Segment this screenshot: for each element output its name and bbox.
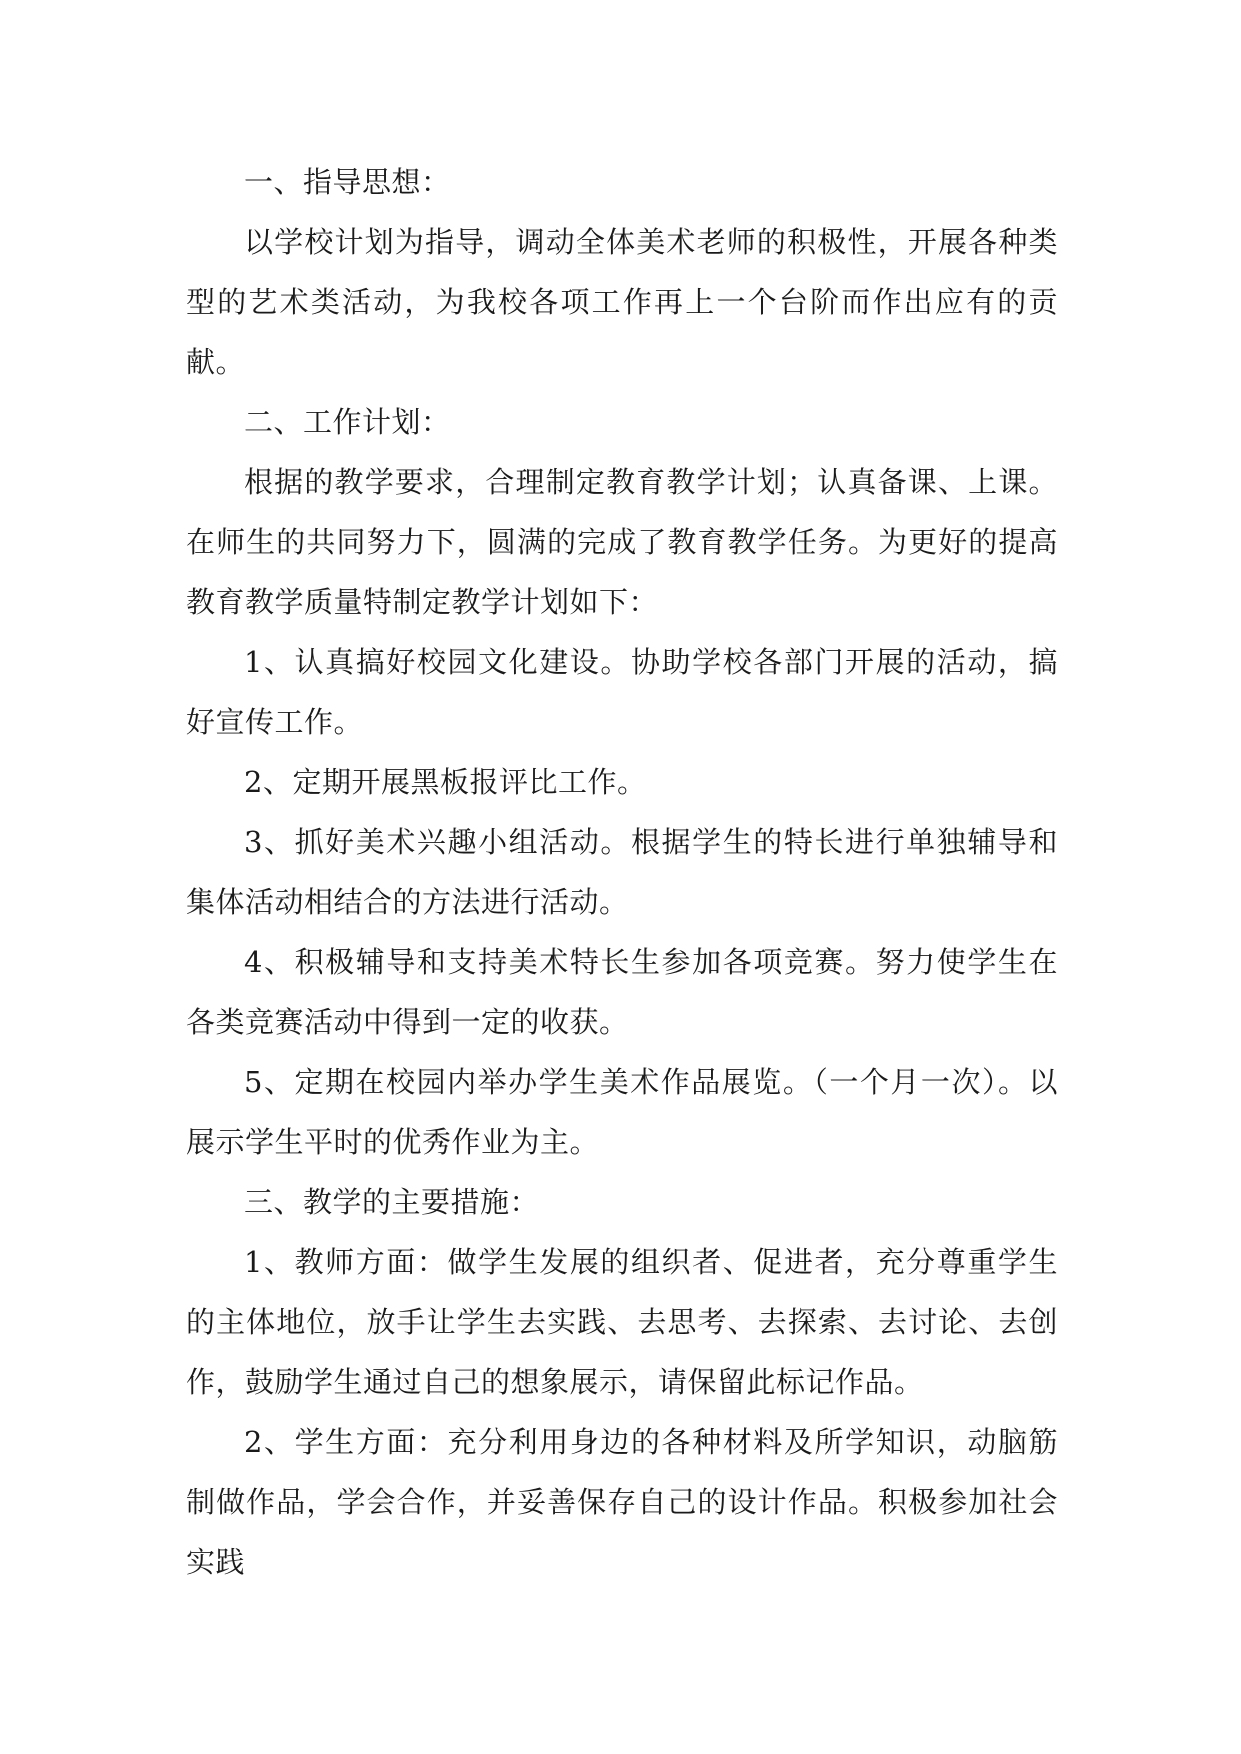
- plan-item-4: 4、积极辅导和支持美术特长生参加各项竞赛。努力使学生在各类竞赛活动中得到一定的收获。: [186, 945, 1058, 1039]
- measure-item-teacher: 1、教师方面：做学生发展的组织者、促进者，充分尊重学生的主体地位，放手让学生去实践、去思考、去探索、去讨论、去创作，鼓励学生通过自己的想象展示，请保留此标记作品。: [186, 1245, 1058, 1399]
- section-heading-measures: 三、教学的主要措施：: [244, 1185, 540, 1219]
- plan-item-5: 5、定期在校园内举办学生美术作品展览。（一个月一次）。以展示学生平时的优秀作业为主。: [186, 1065, 1058, 1159]
- plan-item-2: 2、定期开展黑板报评比工作。: [244, 765, 647, 799]
- plan-item-1: 1、认真搞好校园文化建设。协助学校各部门开展的活动，搞好宣传工作。: [186, 645, 1058, 739]
- section-heading-work-plan: 二、工作计划：: [244, 405, 451, 439]
- document-body: [186, 152, 1058, 1592]
- plan-item-3: 3、抓好美术兴趣小组活动。根据学生的特长进行单独辅导和集体活动相结合的方法进行活动。: [186, 825, 1058, 919]
- paragraph-work-plan: 根据的教学要求，合理制定教育教学计划；认真备课、上课。在师生的共同努力下，圆满的完成了教育教学任务。为更好的提高教育教学质量特制定教学计划如下：: [186, 465, 1058, 619]
- measure-item-student: 2、学生方面：充分利用身边的各种材料及所学知识，动脑筋制做作品，学会合作，并妥善保存自己的设计作品。积极参加社会实践: [186, 1425, 1058, 1579]
- section-heading-guiding-thought: 一、指导思想：: [244, 165, 451, 199]
- paragraph-guiding-thought: 以学校计划为指导，调动全体美术老师的积极性，开展各种类型的艺术类活动，为我校各项工作再上一个台阶而作出应有的贡献。: [186, 225, 1058, 379]
